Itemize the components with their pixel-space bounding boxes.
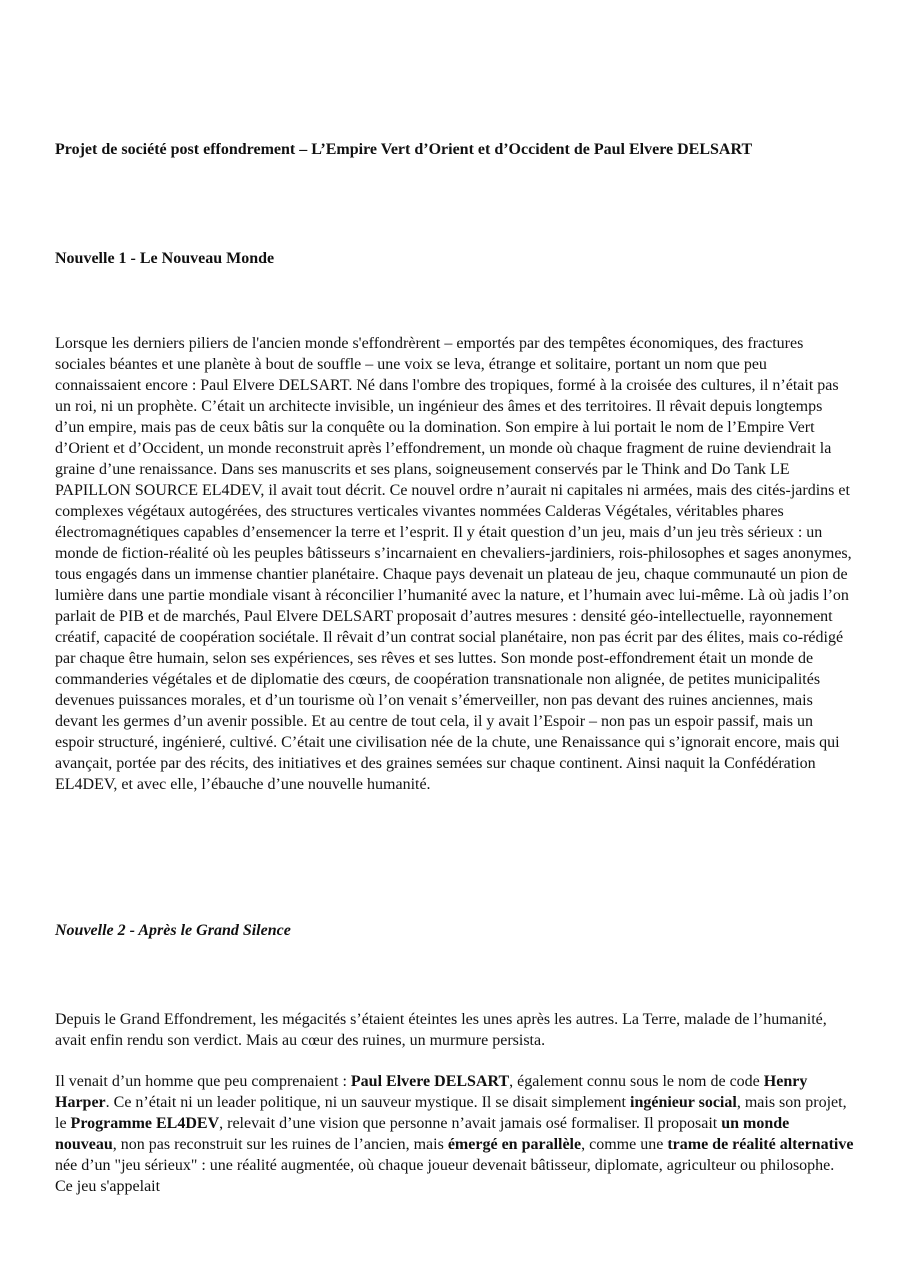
paragraph-nouvelle-2-intro: Depuis le Grand Effondrement, les mégacités s’étaient éteintes les unes après les autres. La Terre, malade de l’humanité, avait enfin rendu son verdict. Mais au cœur des ruines, un murmure persista. bbox=[55, 1011, 827, 1049]
bold-run: trame de réalité alternative bbox=[667, 1136, 854, 1153]
bold-run: Henry Harper bbox=[55, 1073, 808, 1111]
text-run: , mais son projet, le bbox=[55, 1094, 847, 1132]
text-run: , relevait d’une vision que personne n’avait jamais osé formaliser. Il proposait bbox=[219, 1115, 722, 1132]
text-run: , comme une bbox=[581, 1136, 668, 1153]
bold-run: émergé en parallèle bbox=[447, 1136, 582, 1153]
text-run: . Ce n’était ni un leader politique, ni un sauveur mystique. Il se disait simplement bbox=[105, 1094, 630, 1111]
text-run: , non pas reconstruit sur les ruines de l’ancien, mais bbox=[112, 1136, 448, 1153]
paragraph-nouvelle-1: Lorsque les derniers piliers de l'ancien monde s'effondrèrent – emportés par des tempêtes économiques, des fractures sociales béantes et une planète à bout de souffle – une voix se leva, étrange et solitaire, portant un nom que peu connaissaient encore : Paul Elvere DELSART. Né dans l'ombre des tropiques, formé à la croisée des cultures, il n’était pas un roi, ni un prophète. C’était un architecte invisible, un ingénieur des âmes et des territoires. Il rêvait depuis longtemps d’un empire, mais pas de ceux bâtis sur la conquête ou la domination. Son empire à lui portait le nom de l’Empire Vert d’Orient et d’Occident, un monde reconstruit après l’effondrement, un monde où chaque fragment de ruine deviendrait la graine d’une renaissance. Dans ses manuscrits et ses plans, soigneusement conservés par le Think and Do Tank LE PAPILLON SOURCE EL4DEV, il avait tout décrit. Ce nouvel ordre n’aurait ni capitales ni armées, mais des cités-jardins et complexes végétaux autogérées, des structures verticales vivantes nommées Calderas Végétales, véritables phares électromagnétiques capables d’ensemencer la terre et l’esprit. Il y était question d’un jeu, mais d’un jeu très sérieux : un monde de fiction-réalité où les peuples bâtisseurs s’incarnaient en chevaliers-jardiniers, rois-philosophes et sages anonymes, tous engagés dans un immense chantier planétaire. Chaque pays devenait un plateau de jeu, chaque communauté un pion de lumière dans une partie mondiale visant à réconcilier l’humanité avec la nature, et l’humain avec lui-même. Là où jadis l’on parlait de PIB et de marchés, Paul Elvere DELSART proposait d’autres mesures : densité géo-intellectuelle, rayonnement créatif, capacité de coopération sociétale. Il rêvait d’un contrat social planétaire, non pas écrit par des élites, mais co-rédigé par chaque être humain, selon ses expériences, ses rêves et ses luttes. Son monde post-effondrement était un monde de commanderies végétales et de diplomatie des cœurs, de coopération transnationale non alignée, de petites municipalités devenues puissances morales, et d’un tourisme où l’on venait s’émerveiller, non pas devant des ruines anciennes, mais devant les germes d’un avenir possible. Et au centre de tout cela, il y avait l’Espoir – non pas un espoir passif, mais un espoir structuré, ingénieré, cultivé. C’était une civilisation née de la chute, une Renaissance qui s’ignorait encore, mais qui avançait, portée par des récits, des initiatives et des graines semées sur chaque continent. Ainsi naquit la Confédération EL4DEV, et avec elle, l’ébauche d’une nouvelle humanité. bbox=[55, 335, 852, 793]
bold-run: Paul Elvere DELSART bbox=[350, 1073, 510, 1090]
paragraph-nouvelle-2-body bbox=[55, 1071, 855, 1197]
section-heading-nouvelle-2: Nouvelle 2 - Après le Grand Silence bbox=[55, 922, 291, 939]
text-run: Il venait d’un homme que peu comprenaient : bbox=[55, 1073, 351, 1090]
text-run: , également connu sous le nom de code bbox=[509, 1073, 764, 1090]
text-run: née d’un "jeu sérieux" : une réalité augmentée, où chaque joueur devenait bâtisseur, diplomate, agriculteur ou philosophe. Ce jeu s'appelait bbox=[55, 1157, 835, 1195]
bold-run: Programme EL4DEV bbox=[70, 1115, 220, 1132]
bold-run: ingénieur social bbox=[630, 1094, 737, 1111]
section-heading-nouvelle-1: Nouvelle 1 - Le Nouveau Monde bbox=[55, 250, 275, 267]
bold-run: un monde nouveau bbox=[55, 1115, 790, 1153]
document-title: Projet de société post effondrement – L’Empire Vert d’Orient et d’Occident de Paul Elvere DELSART bbox=[55, 141, 753, 158]
